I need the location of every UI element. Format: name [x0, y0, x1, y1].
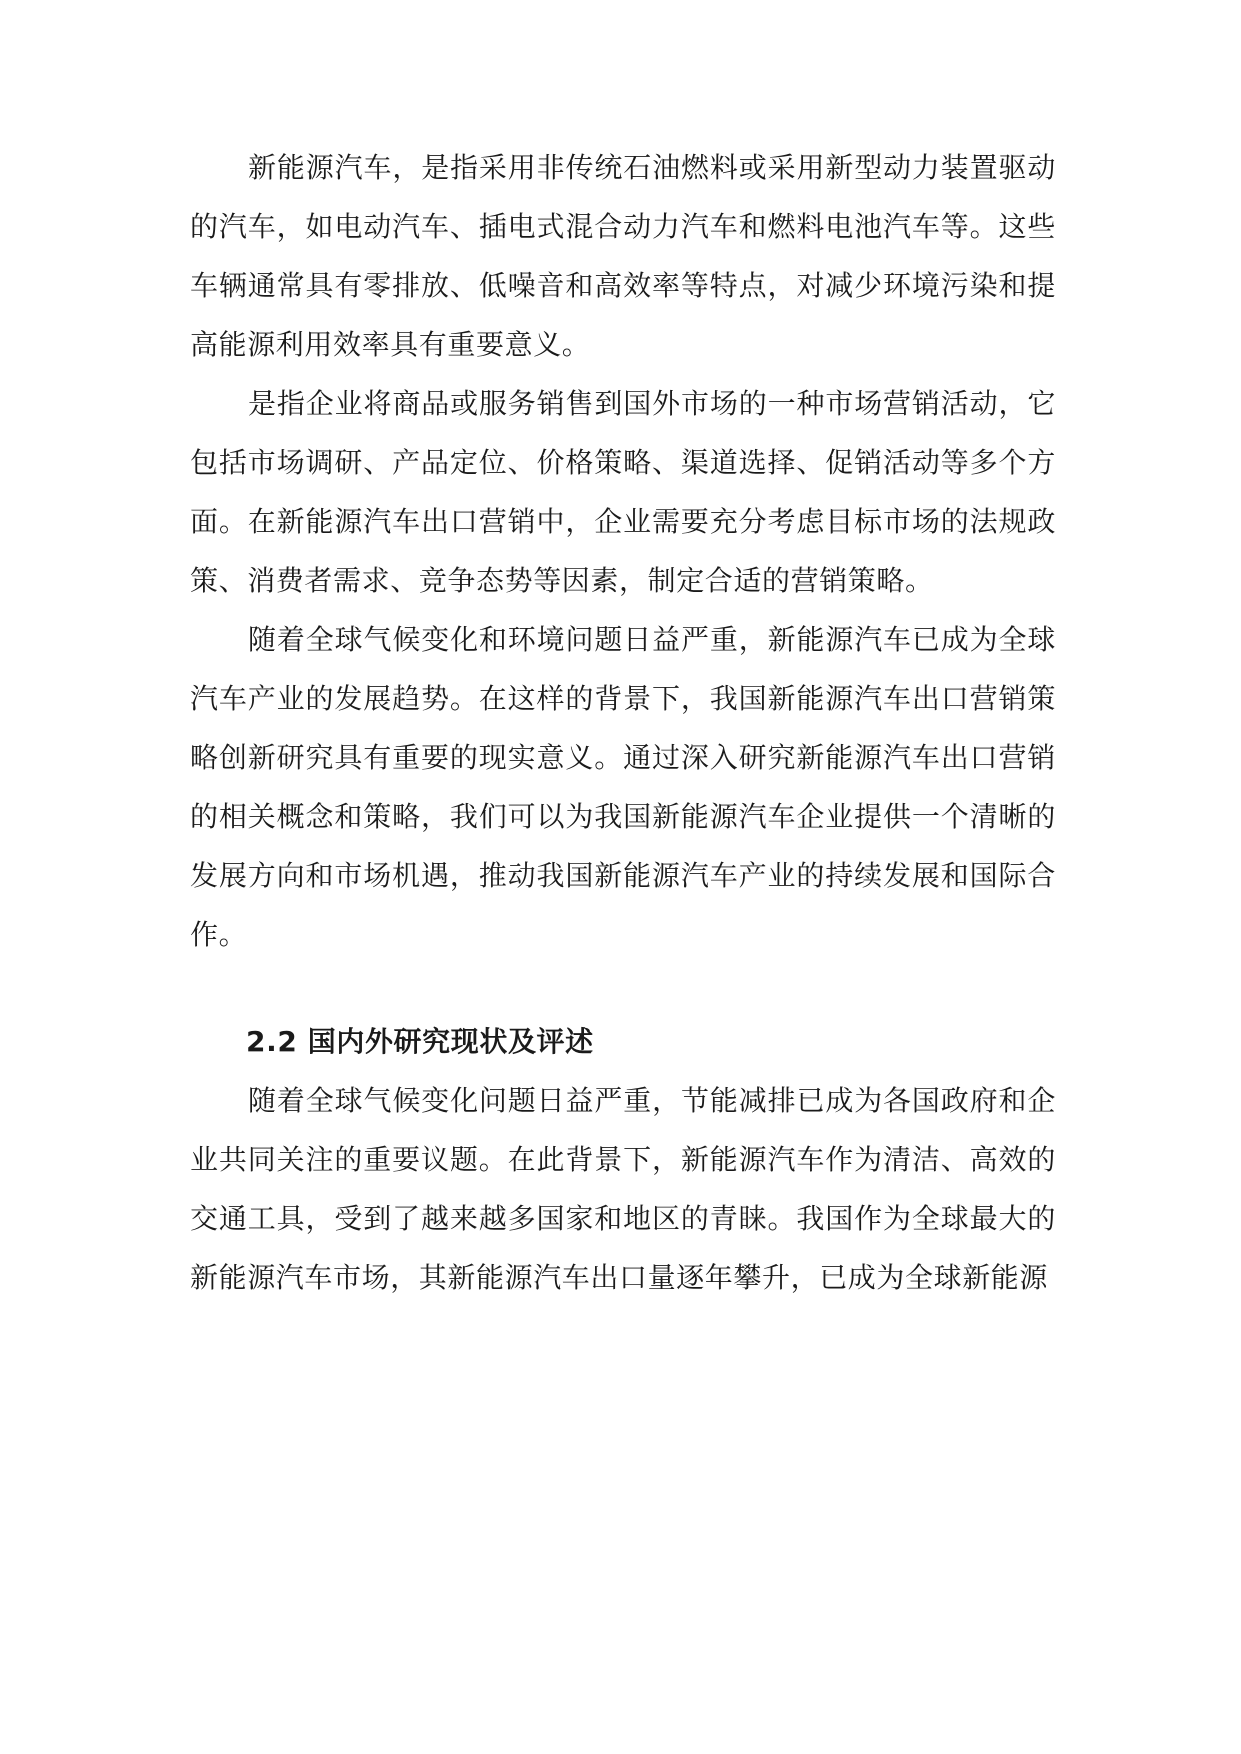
paragraph-research-status: 随着全球气候变化问题日益严重，节能减排已成为各国政府和企业共同关注的重要议题。在此背景下，新能源汽车作为清洁、高效的交通工具，受到了越来越多国家和地区的青睐。我国作为全球最大的新能源汽车市场，其新能源汽车出口量逐年攀升，已成为全球新能源	[190, 1084, 1056, 1294]
document-page	[190, 138, 1056, 1307]
paragraph-definition-nev: 新能源汽车，是指采用非传统石油燃料或采用新型动力装置驱动的汽车，如电动汽车、插电式混合动力汽车和燃料电池汽车等。这些车辆通常具有零排放、低噪音和高效率等特点，对减少环境污染和提高能源利用效率具有重要意义。	[190, 151, 1056, 361]
section-heading: 2.2 国内外研究现状及评述	[246, 1025, 594, 1058]
paragraph-significance: 随着全球气候变化和环境问题日益严重，新能源汽车已成为全球汽车产业的发展趋势。在这样的背景下，我国新能源汽车出口营销策略创新研究具有重要的现实意义。通过深入研究新能源汽车出口营销的相关概念和策略，我们可以为我国新能源汽车企业提供一个清晰的发展方向和市场机遇，推动我国新能源汽车产业的持续发展和国际合作。	[190, 623, 1056, 951]
paragraph-export-marketing: 是指企业将商品或服务销售到国外市场的一种市场营销活动，它包括市场调研、产品定位、价格策略、渠道选择、促销活动等多个方面。在新能源汽车出口营销中，企业需要充分考虑目标市场的法规政策、消费者需求、竞争态势等因素，制定合适的营销策略。	[190, 387, 1056, 597]
